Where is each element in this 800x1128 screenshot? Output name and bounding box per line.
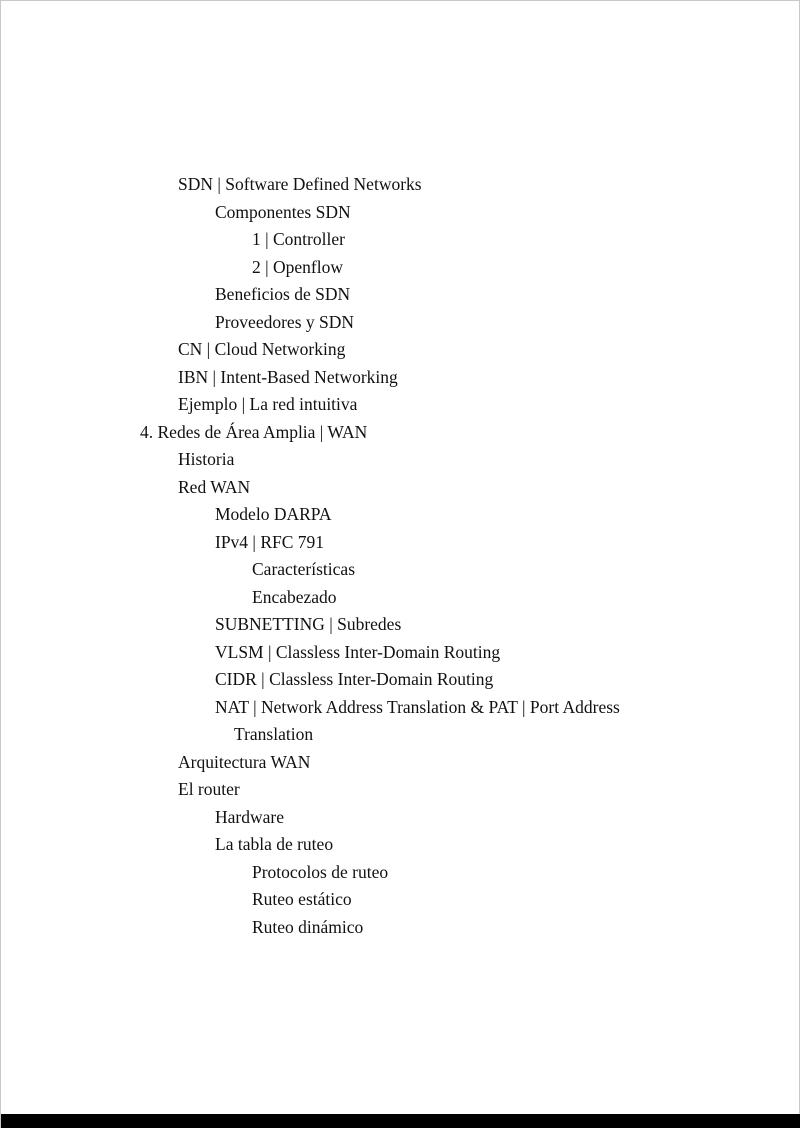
toc-item-modelo-darpa: Modelo DARPA	[215, 504, 332, 524]
toc-item-subnetting: SUBNETTING | Subredes	[215, 614, 402, 634]
toc-item-nat-pat-label: NAT | Network Address Translation & PAT | Port Address	[215, 696, 620, 717]
toc-item-beneficios-sdn: Beneficios de SDN	[215, 284, 351, 304]
toc-item-red-intuitiva: Ejemplo | La red intuitiva	[178, 394, 358, 414]
toc-item-nat-pat	[1, 695, 645, 750]
toc-item-historia: Historia	[178, 449, 235, 469]
toc-item-controller: 1 | Controller	[252, 229, 345, 249]
toc-item-sdn: SDN | Software Defined Networks	[178, 174, 422, 194]
bottom-bar	[1, 1114, 800, 1128]
toc-item-red-wan: Red WAN	[178, 476, 251, 497]
toc-item-hardware: Hardware	[215, 806, 284, 827]
toc-item-protocolos-ruteo: Protocolos de ruteo	[252, 861, 389, 882]
toc-item-vlsm: VLSM | Classless Inter-Domain Routing	[215, 641, 501, 662]
toc-item-nat-pat-continuation: Translation	[234, 724, 314, 744]
toc-item-el-router: El router	[178, 779, 240, 799]
toc-item-caracteristicas: Características	[252, 559, 356, 579]
toc-item-intent-based-networking: IBN | Intent-Based Networking	[178, 366, 398, 387]
toc-item-encabezado: Encabezado	[252, 586, 337, 607]
toc-item-ipv4: IPv4 | RFC 791	[215, 531, 325, 552]
toc-item-arquitectura-wan: Arquitectura WAN	[178, 751, 311, 772]
toc-item-proveedores-sdn: Proveedores y SDN	[215, 311, 355, 332]
toc-item-ruteo-estatico: Ruteo estático	[252, 889, 352, 909]
toc-item-ruteo-dinamico: Ruteo dinámico	[252, 916, 364, 937]
table-of-contents	[1, 172, 645, 942]
toc-item-cloud-networking: CN | Cloud Networking	[178, 339, 346, 359]
toc-chapter-wan: 4. Redes de Área Amplia | WAN	[140, 421, 368, 442]
toc-item-openflow: 2 | Openflow	[252, 256, 343, 277]
toc-item-tabla-ruteo: La tabla de ruteo	[215, 834, 334, 854]
toc-item-componentes-sdn: Componentes SDN	[215, 201, 351, 222]
toc-item-cidr: CIDR | Classless Inter-Domain Routing	[215, 669, 494, 689]
